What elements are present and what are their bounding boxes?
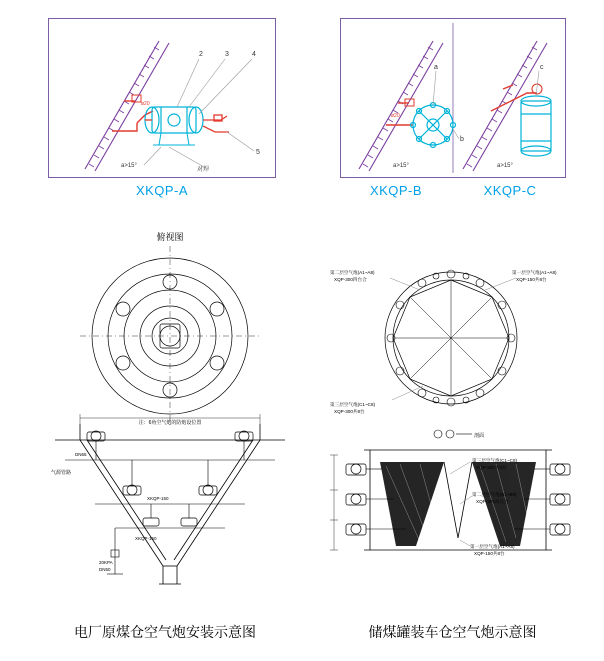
svg-text:ø20: ø20	[141, 101, 150, 107]
svg-text:XQP-300高压台: XQP-300高压台	[476, 499, 509, 504]
drawing-box-xkqp-a	[48, 18, 276, 178]
right-sec-label-2b: 第二层空气炮(B1~B8)	[472, 492, 517, 497]
right-plan-label-3c: 第三层空气炮(C1~C8)	[330, 402, 376, 407]
drawing-box-xkqp-bc	[340, 18, 566, 178]
left-drawing-title: 俯视图	[156, 232, 184, 242]
svg-text:5: 5	[256, 149, 260, 156]
left-installation-drawing	[35, 228, 305, 603]
svg-text:c: c	[540, 64, 544, 71]
svg-text:20KPA: 20KPA	[99, 560, 113, 565]
xkqp-a-drawing	[49, 19, 275, 177]
svg-text:a>15°: a>15°	[121, 163, 137, 169]
svg-text:b: b	[460, 136, 464, 143]
svg-text:XQP-300共8台: XQP-300共8台	[334, 409, 365, 414]
caption-xkqp-b: XKQP-B	[369, 183, 423, 198]
svg-text:3: 3	[225, 51, 229, 58]
left-label-air-source: 气源管路	[51, 470, 72, 476]
right-plan-label-2a: 第二层空气炮(A1~A8)	[330, 270, 375, 275]
right-plan-label-1a: 第一层空气炮(A1~A8)	[512, 270, 557, 275]
svg-text:DN50: DN50	[99, 567, 111, 572]
caption-xkqp-c: XKQP-C	[483, 183, 537, 198]
svg-text:2: 2	[199, 51, 203, 58]
right-drawing-caption: 储煤罐装车仓空气炮示意图	[368, 624, 537, 640]
svg-text:XQP-150共8台: XQP-150共8台	[516, 277, 547, 282]
svg-text:4: 4	[252, 51, 256, 58]
svg-text:XQP-300四台合: XQP-300四台合	[334, 277, 367, 282]
section-marker-label: 剖面	[474, 433, 485, 439]
right-installation-drawing	[320, 250, 582, 603]
right-drawing-svg	[320, 250, 582, 603]
caption-xkqp-a: XKQP-A	[135, 183, 189, 198]
svg-text:XKQP-150: XKQP-150	[135, 536, 157, 541]
left-drawing-svg	[35, 228, 305, 603]
svg-text:XKQP-150: XKQP-150	[147, 496, 169, 501]
left-drawing-caption: 电厂原煤仓空气炮安装示意图	[74, 624, 256, 640]
svg-text:ø20: ø20	[391, 113, 400, 119]
svg-text:XQP-150共8台: XQP-150共8台	[474, 551, 505, 556]
left-drawing-note: 注：6角空气炮的防炮设位置	[138, 420, 202, 426]
svg-text:XQP-300共8台: XQP-300共8台	[476, 465, 507, 470]
svg-text:a>15°: a>15°	[393, 163, 409, 169]
xkqp-bc-drawing	[341, 19, 565, 177]
top-drawings-row	[0, 8, 604, 208]
right-sec-label-3c: 第三层空气炮(C1~C8)	[472, 458, 518, 463]
right-sec-label-1a: 第一层空气炮(A1~A8)	[470, 544, 515, 549]
svg-text:a: a	[434, 64, 438, 71]
svg-text:DN65: DN65	[75, 452, 87, 457]
svg-text:a>15°: a>15°	[497, 163, 513, 169]
svg-text:对焊: 对焊	[197, 167, 210, 173]
